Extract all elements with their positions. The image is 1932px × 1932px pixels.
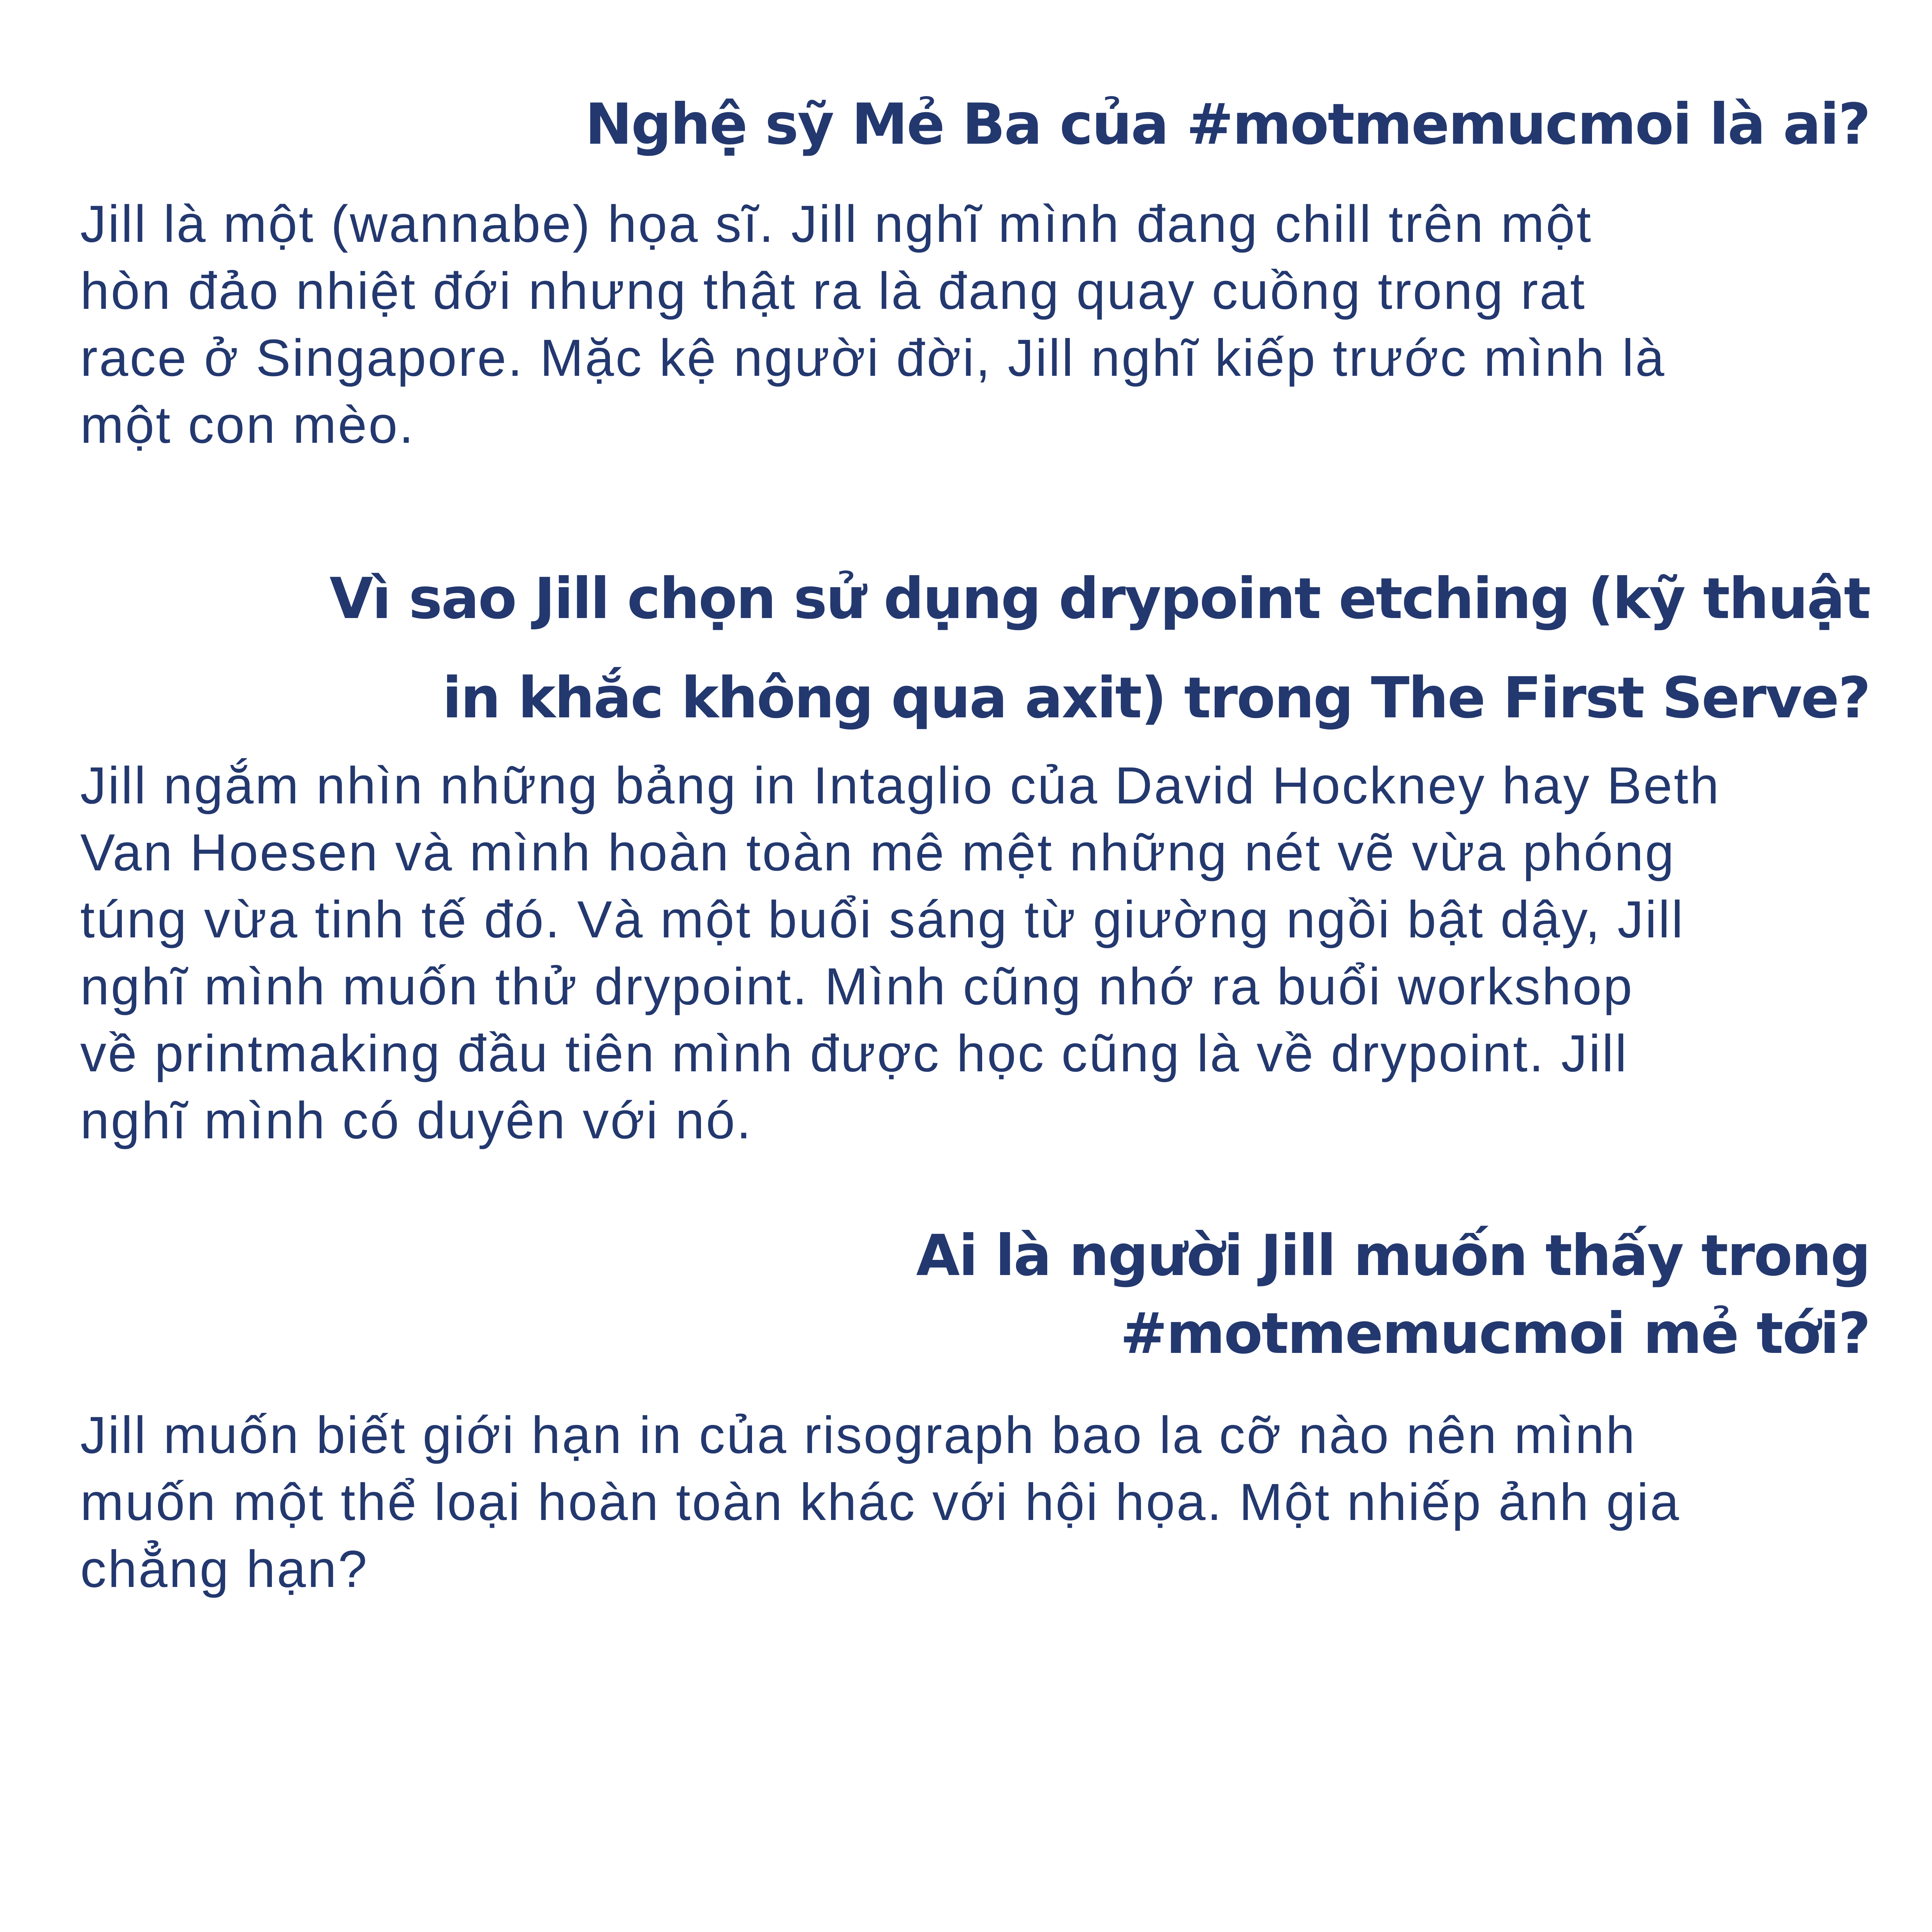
section-1-body-line: hòn đảo nhiệt đới nhưng thật ra là đang quay cuồng trong rat xyxy=(80,262,1586,320)
section-2-body-line: Van Hoesen và mình hoàn toàn mê mệt những nét vẽ vừa phóng xyxy=(80,824,1676,882)
section-2-body-line: về printmaking đầu tiên mình được học cũng là về drypoint. Jill xyxy=(80,1025,1629,1083)
section-2-heading xyxy=(329,549,1870,748)
section-1-body-line: Jill là một (wannabe) họa sĩ. Jill nghĩ mình đang chill trên một xyxy=(80,195,1593,253)
section-2-heading-line: Vì sao Jill chọn sử dụng drypoint etching (kỹ thuật xyxy=(329,566,1870,632)
section-3-heading-line: #motmemucmoi mẻ tới? xyxy=(1120,1301,1870,1367)
section-2-body xyxy=(80,752,1721,1154)
section-2-body-line: túng vừa tinh tế đó. Và một buổi sáng từ giường ngồi bật dậy, Jill xyxy=(80,891,1685,949)
section-3-body-line: chẳng hạn? xyxy=(80,1540,369,1598)
section-2-body-line: nghĩ mình có duyên với nó. xyxy=(80,1092,753,1150)
section-3-body-line: muốn một thể loại hoàn toàn khác với hội họa. Một nhiếp ảnh gia xyxy=(80,1473,1681,1531)
section-3-heading xyxy=(916,1217,1870,1373)
section-2-body-line: Jill ngắm nhìn những bảng in Intaglio của David Hockney hay Beth xyxy=(80,757,1721,815)
section-1-heading xyxy=(585,86,1870,164)
section-3-body-line: Jill muốn biết giới hạn in của risograph bao la cỡ nào nên mình xyxy=(80,1406,1636,1464)
section-1-body xyxy=(80,191,1666,459)
section-1-heading-line: Nghệ sỹ Mẻ Ba của #motmemucmoi là ai? xyxy=(585,92,1870,157)
section-3-body xyxy=(80,1402,1680,1603)
section-2-heading-line: in khắc không qua axit) trong The First Serve? xyxy=(442,665,1870,731)
section-1-body-line: race ở Singapore. Mặc kệ người đời, Jill nghĩ kiếp trước mình là xyxy=(80,329,1666,387)
section-1-body-line: một con mèo. xyxy=(80,396,415,454)
section-3-heading-line: Ai là người Jill muốn thấy trong xyxy=(916,1223,1870,1289)
section-2-body-line: nghĩ mình muốn thử drypoint. Mình cũng nhớ ra buổi workshop xyxy=(80,958,1634,1016)
